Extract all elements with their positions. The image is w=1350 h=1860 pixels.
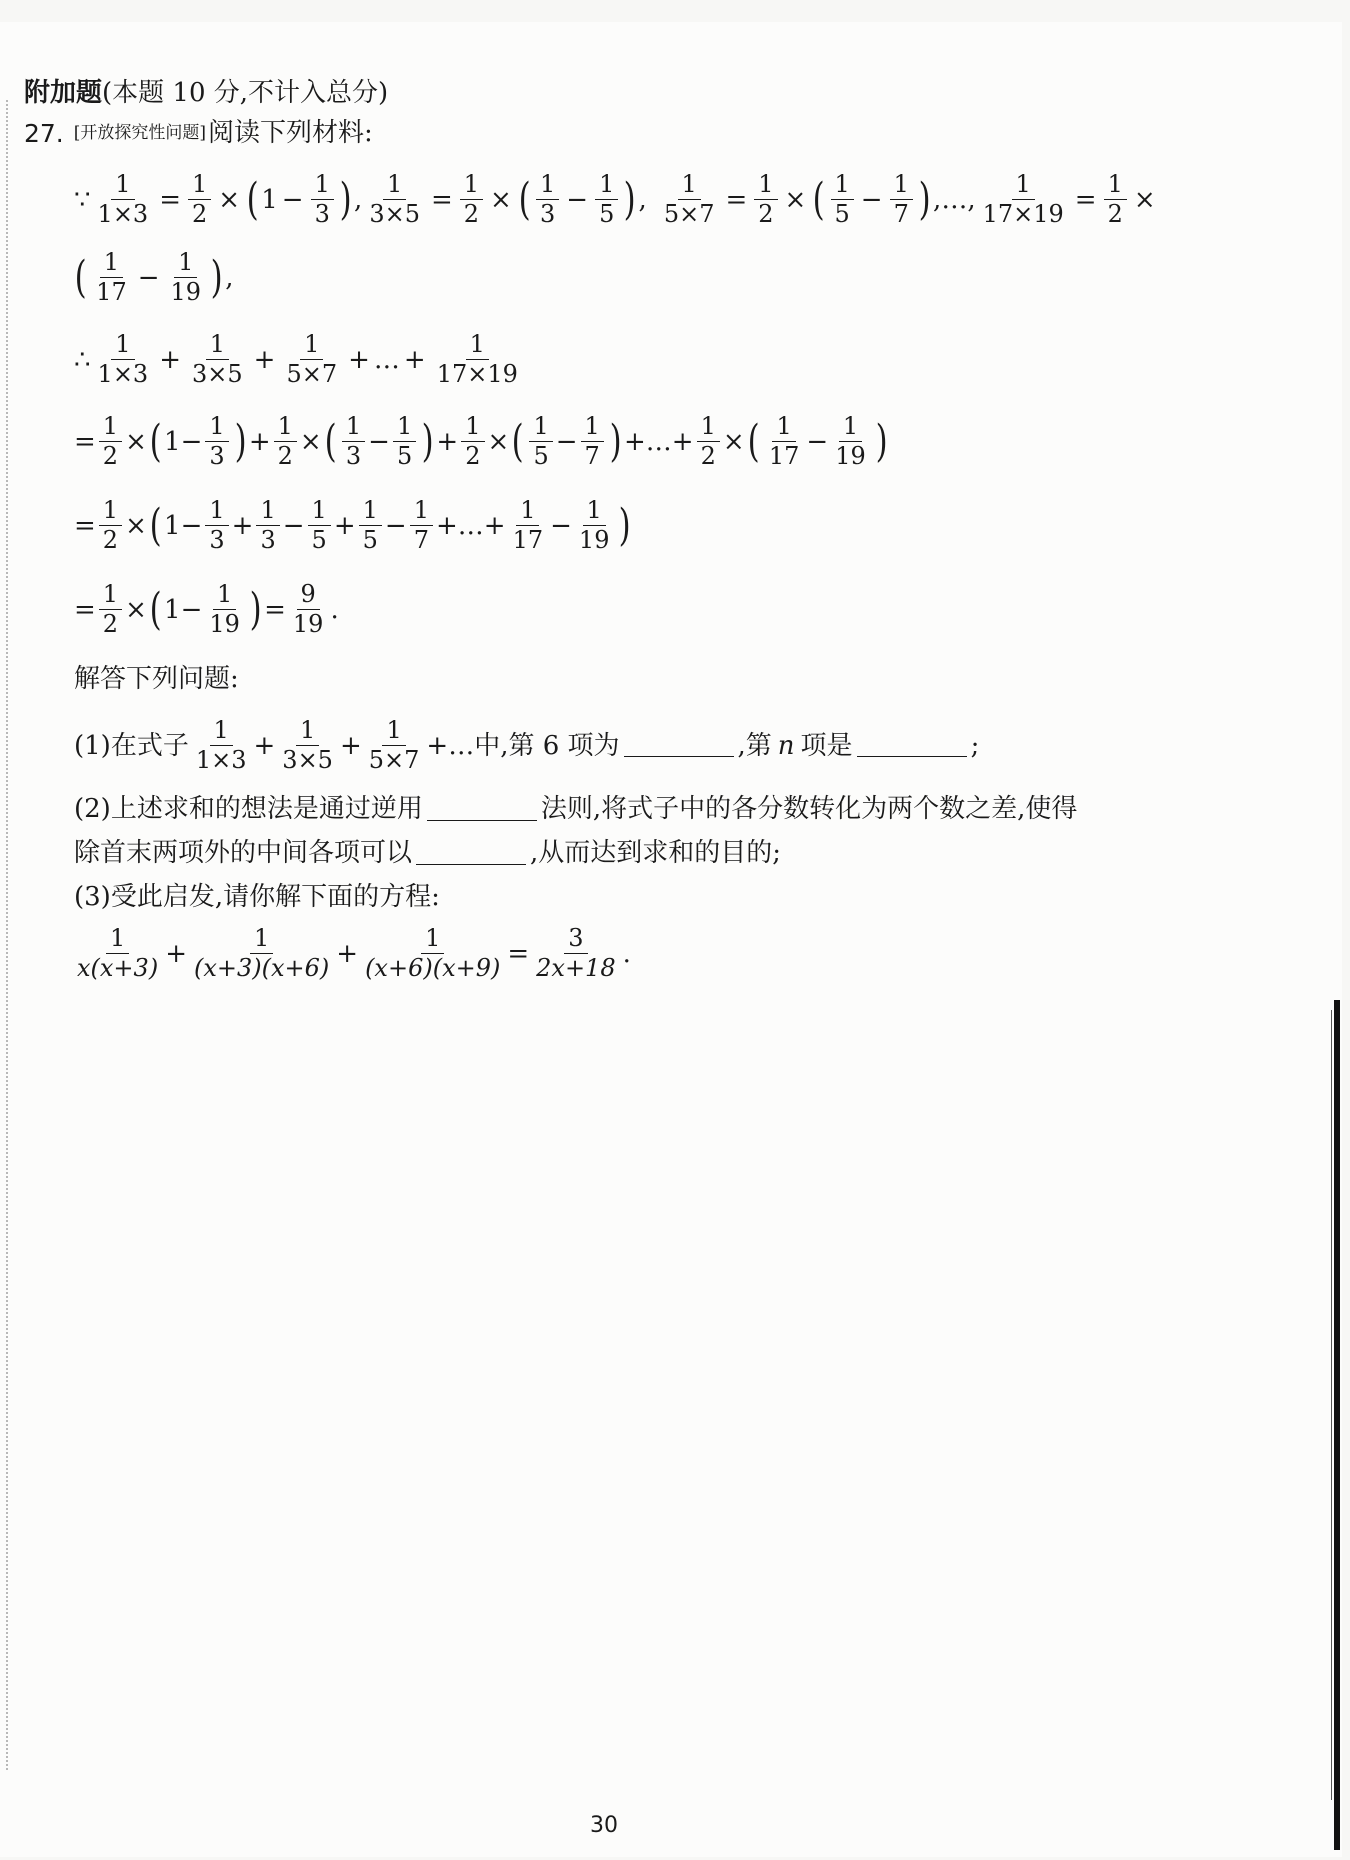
fraction: $\frac{1}{2}$ — [1104, 172, 1127, 227]
fraction: $\frac{1}{17}$ — [96, 248, 127, 307]
fraction: $\frac{1}{5\times 7}$ — [663, 170, 715, 229]
fraction: $\frac{1}{7}$ — [410, 498, 433, 553]
section-note: (本题 10 分,不计入总分) — [102, 78, 389, 108]
fraction: $\frac{3}{2x+18}$ — [536, 924, 616, 983]
fraction: $\frac{1}{3}$ — [536, 172, 559, 227]
therefore-symbol: ∴ — [74, 344, 91, 375]
derivation-step-1: = $\frac{1}{2}$ × ( 1 − $\frac{1}{3}$ ) + $\frac{1}{2}$ × ( $\frac{1}{3}$ − $\frac{1}{5}$ ) + $\frac{1}{2}$ × ( $\frac{1}{5}$ − $\frac{1}{7}$ ) + … + $\frac{1}{2}$ × ( $\frac{1}{17}$ − $\frac{1}{19}$ ) — [74, 412, 888, 471]
fraction: $\frac{1}{2}$ — [697, 414, 720, 469]
fraction: $\frac{1}{17\times 19}$ — [982, 170, 1064, 229]
fraction: $\frac{1}{5}$ — [308, 498, 331, 553]
material-line-1: ∵ $\frac{1}{1\times 3}$ = $\frac{1}{2}$ × ( 1 − $\frac{1}{3}$ ) , $\frac{1}{3\times 5}$ = $\frac{1}{2}$ × ( $\frac{1}{3}$ − $\frac{1}{5}$ ) , $\frac{1}{5\times 7}$ = $\frac{1}{2}$ × ( $\frac{1}{5}$ − $\frac{1}{7}$ ) , … , $\frac{1}{17\times 19}$ = $\frac{1}{2}$ × — [74, 170, 1156, 229]
fraction: $\frac{1}{2}$ — [461, 414, 484, 469]
fraction: $\frac{1}{3\times 5}$ — [369, 170, 420, 229]
task-2-line-1: (2)上述求和的想法是通过逆用 法则,将式子中的各分数转化为两个数之差,使得 — [74, 794, 1078, 824]
derivation-step-2: = $\frac{1}{2}$ × ( 1 − $\frac{1}{3}$ + $\frac{1}{3}$ − $\frac{1}{5}$ + $\frac{1}{5}$ − $\frac{1}{7}$ + … + $\frac{1}{17}$ − $\frac{1}{19}$ ) — [74, 496, 632, 555]
task-2-line-2: 除首末两项外的中间各项可以 ,从而达到求和的目的; — [74, 838, 782, 868]
question-intro: 阅读下列材料: — [208, 118, 373, 148]
fraction: $\frac{1}{17\times 19}$ — [436, 330, 518, 389]
tasks-lead: 解答下列问题: — [74, 664, 239, 694]
fraction: $\frac{1}{1\times 3}$ — [97, 330, 149, 389]
fraction: $\frac{1}{2}$ — [99, 498, 122, 553]
question-number: 27. — [24, 118, 64, 148]
fraction: $\frac{1}{2}$ — [99, 582, 122, 637]
fraction: $\frac{1}{19}$ — [578, 496, 610, 555]
fraction: $\frac{1}{19}$ — [835, 412, 866, 471]
fraction: $\frac{1}{2}$ — [460, 172, 483, 227]
fraction: $\frac{1}{1\times 3}$ — [97, 170, 149, 229]
because-symbol: ∵ — [74, 184, 91, 215]
fraction: $\frac{1}{2}$ — [188, 172, 211, 227]
fraction: $\frac{1}{7}$ — [581, 414, 604, 469]
answer-blank-2[interactable] — [857, 734, 967, 757]
fraction: $\frac{1}{2}$ — [99, 414, 122, 469]
fraction: $\frac{1}{5}$ — [393, 414, 416, 469]
question-tag: [开放探究性问题] — [73, 122, 207, 143]
left-binding-edge — [6, 100, 8, 1770]
fraction: $\frac{1}{19}$ — [209, 580, 240, 639]
fraction: $\frac{1}{5}$ — [529, 414, 552, 469]
fraction: $\frac{1}{2}$ — [754, 172, 777, 227]
question-line — [24, 120, 373, 146]
fraction: $\frac{1}{x(x+3)}$ — [77, 924, 159, 983]
fraction: $\frac{1}{5\times 7}$ — [368, 716, 420, 775]
fraction: $\frac{1}{3\times 5}$ — [192, 330, 243, 389]
equation: $\frac{1}{x(x+3)}$ + $\frac{1}{(x+3)(x+6)}$ + $\frac{1}{(x+6)(x+9)}$ = $\frac{3}{2x+18}$ . — [70, 926, 631, 981]
fraction: $\frac{1}{5\times 7}$ — [286, 330, 338, 389]
fraction: $\frac{1}{2}$ — [274, 414, 297, 469]
section-title: 附加题 — [24, 78, 103, 108]
fraction: $\frac{1}{3}$ — [205, 414, 228, 469]
fraction: $\frac{1}{3}$ — [342, 414, 365, 469]
fraction: $\frac{1}{3}$ — [205, 498, 228, 553]
task-1: (1)在式子 $\frac{1}{1\times 3}$ + $\frac{1}{3\times 5}$ + $\frac{1}{5\times 7}$ +…中,第 6 项为 ,第 n 项是 ; — [74, 716, 980, 775]
answer-blank-4[interactable] — [416, 842, 526, 865]
right-scan-line — [1331, 1010, 1332, 1800]
answer-blank-1[interactable] — [624, 734, 734, 757]
derivation-step-3: = $\frac{1}{2}$ × ( 1 − $\frac{1}{19}$ ) = $\frac{9}{19}$ . — [74, 580, 339, 639]
fraction: $\frac{1}{(x+3)(x+6)}$ — [193, 924, 330, 983]
answer-blank-3[interactable] — [427, 798, 537, 821]
task-3: (3)受此启发,请你解下面的方程: — [74, 882, 440, 912]
fraction: $\frac{1}{3}$ — [256, 498, 279, 553]
fraction: $\frac{1}{17}$ — [768, 412, 800, 471]
fraction: $\frac{1}{5}$ — [595, 172, 618, 227]
fraction: $\frac{1}{3}$ — [311, 172, 334, 227]
therefore-line: ∴ $\frac{1}{1\times 3}$ + $\frac{1}{3\times 5}$ + $\frac{1}{5\times 7}$ + … + $\frac{1}{17\times 19}$ — [74, 332, 525, 387]
fraction: $\frac{1}{(x+6)(x+9)}$ — [365, 924, 501, 983]
fraction: $\frac{1}{5}$ — [359, 498, 382, 553]
fraction: $\frac{1}{5}$ — [831, 172, 854, 227]
material-line-2: ( $\frac{1}{17}$ − $\frac{1}{19}$ ) , — [74, 248, 234, 307]
section-header — [24, 80, 388, 106]
fraction: $\frac{1}{7}$ — [890, 172, 913, 227]
fraction: $\frac{1}{3\times 5}$ — [282, 716, 333, 775]
page-number: 30 — [590, 1813, 618, 1838]
fraction: $\frac{1}{17}$ — [512, 496, 544, 555]
result-fraction: $\frac{9}{19}$ — [292, 580, 324, 639]
right-scan-edge — [1334, 1000, 1340, 1850]
fraction: $\frac{1}{1\times 3}$ — [195, 716, 247, 775]
fraction: $\frac{1}{19}$ — [170, 248, 202, 307]
